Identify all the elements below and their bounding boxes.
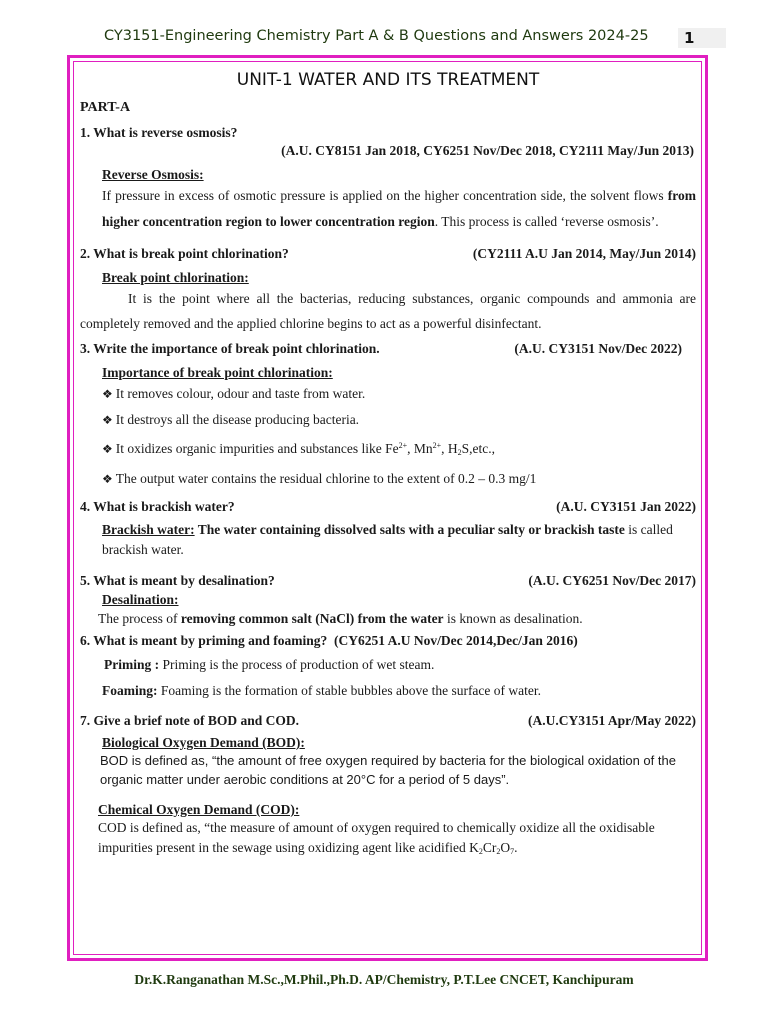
list-item-text: S,etc., (461, 441, 496, 456)
question-1 (80, 124, 696, 142)
list-item (102, 466, 696, 492)
list-item-text: It removes colour, odour and taste from water. (115, 386, 366, 401)
answer-text (102, 520, 696, 560)
answer-text-part: . This process is called ‘reverse osmosis’. (434, 214, 659, 229)
question-3 (80, 340, 696, 358)
answer-text: BOD is defined as, “the amount of free oxygen required by bacteria for the biological oxidation of the organic matter under aerobic conditions at 20°C for a period of 5 days”. (100, 753, 676, 787)
list-item-text: It oxidizes organic impurities and substances like Fe (115, 441, 399, 456)
question-text: 3. Write the importance of break point chlorination. (80, 341, 380, 356)
question-reference: (A.U. CY3151 Jan 2022) (556, 499, 696, 514)
answer-subtitle: Importance of break point chlorination: (102, 365, 333, 380)
answer-text-part: O (500, 840, 511, 855)
answer-text (98, 818, 696, 862)
answer-text-part: is known as desalination. (443, 611, 583, 626)
header-title: CY3151-Engineering Chemistry Part A & B Questions and Answers 2024-25 (104, 28, 649, 44)
question-text: 4. What is brackish water? (80, 499, 235, 514)
page-content (80, 68, 696, 862)
question-reference: (A.U. CY8151 Jan 2018, CY6251 Nov/Dec 2018, CY2111 May/Jun 2013) (281, 143, 694, 158)
question-text (80, 632, 578, 650)
question-reference: (CY6251 A.U Nov/Dec 2014,Dec/Jan 2016) (334, 633, 578, 648)
question-text: 5. What is meant by desalination? (80, 573, 275, 588)
question-text: 2. What is break point chlorination? (80, 246, 289, 261)
unit-title: UNIT-1 WATER AND ITS TREATMENT (236, 70, 540, 90)
answer-subtitle: Desalination: (102, 592, 179, 607)
answer-text-part: is called brackish water. (102, 522, 673, 557)
superscript: 2+ (432, 441, 442, 450)
subscript: 2 (478, 847, 483, 856)
page-header (0, 28, 768, 50)
answer-text-part: Priming is the process of production of wet steam. (159, 657, 435, 672)
question-6 (80, 632, 696, 650)
list-item-text: , Mn (407, 441, 433, 456)
answer-text-part: . (514, 840, 518, 855)
question-2 (80, 245, 696, 263)
list-item (102, 407, 696, 433)
question-text-part: 6. What is meant by priming and foaming? (80, 633, 328, 648)
answer-text-bold: removing common salt (NaCl) from the water (180, 611, 444, 626)
subscript: 2 (457, 448, 462, 457)
subscript: 7 (510, 847, 515, 856)
answer-text-part: If pressure in excess of osmotic pressure is applied on the higher concentration side, the solvent flows (102, 188, 668, 203)
answer-subtitle: Reverse Osmosis: (102, 167, 204, 182)
question-7 (80, 712, 696, 730)
answer-text-bold: from higher concentration region to lower concentration region (102, 188, 696, 229)
list-item-text: , H (441, 441, 458, 456)
list-item-text: The output water contains the residual chlorine to the extent of 0.2 – 0.3 mg/1 (115, 471, 537, 486)
list-item-text: It destroys all the disease producing bacteria. (115, 412, 360, 427)
answer-subtitle: Biological Oxygen Demand (BOD): (102, 735, 305, 750)
bullet-list (102, 381, 696, 492)
answer-text-part: The process of (98, 611, 181, 626)
question-text: 7. Give a brief note of BOD and COD. (80, 713, 299, 728)
answer-text-bold: The water containing dissolved salts with a peculiar salty or brackish taste (194, 522, 625, 537)
page-number: 1 (678, 28, 726, 48)
subscript: 2 (496, 847, 501, 856)
term-label: Foaming: (102, 683, 158, 698)
superscript: 2+ (398, 441, 408, 450)
answer-text (102, 183, 696, 235)
term-label: Priming : (104, 657, 160, 672)
answer-text (104, 652, 696, 678)
question-reference: (A.U. CY6251 Nov/Dec 2017) (528, 573, 696, 588)
list-item (102, 433, 696, 466)
question-reference: (CY2111 A.U Jan 2014, May/Jun 2014) (472, 246, 696, 261)
answer-text-part: Cr (482, 840, 497, 855)
answer-subtitle: Brackish water: (102, 522, 195, 537)
page-footer: Dr.K.Ranganathan M.Sc.,M.Phil.,Ph.D. AP/Chemistry, P.T.Lee CNCET, Kanchipuram (134, 972, 634, 987)
question-text: 1. What is reverse osmosis? (80, 125, 238, 140)
question-5 (80, 572, 696, 590)
answer-text: It is the point where all the bacterias, reducing substances, organic compounds and ammonia are completely removed and the applied chlorine begins to act as a powerful disinfectant. (80, 291, 696, 331)
answer-text (98, 608, 696, 630)
answer-subtitle: Chemical Oxygen Demand (COD): (98, 802, 300, 817)
answer-text (102, 678, 696, 704)
answer-text-part: Foaming is the formation of stable bubbles above the surface of water. (157, 683, 542, 698)
list-item (102, 381, 696, 407)
question-4 (80, 498, 696, 516)
question-reference: (A.U. CY3151 Nov/Dec 2022) (514, 341, 682, 356)
answer-text-part: COD is defined as, “the measure of amount of oxygen required to chemically oxidize all the oxidisable impurities present in the sewage using oxidizing agent like acidified K (98, 820, 655, 855)
part-heading: PART-A (80, 100, 131, 115)
question-reference: (A.U.CY3151 Apr/May 2022) (528, 713, 696, 728)
answer-subtitle: Break point chlorination: (102, 270, 249, 285)
